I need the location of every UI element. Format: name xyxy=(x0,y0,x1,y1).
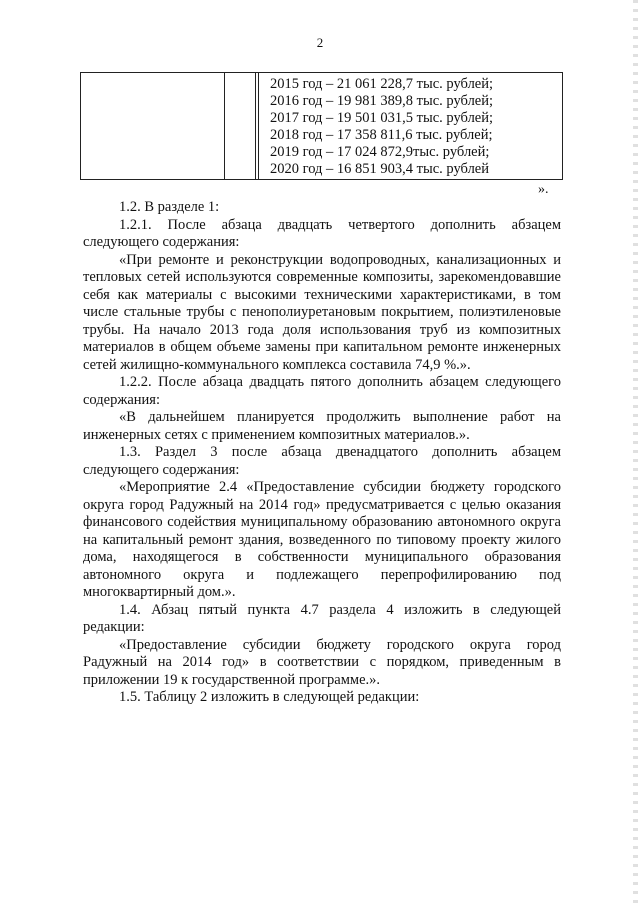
document-body xyxy=(83,199,561,707)
paragraph-1-2-1: 1.2.1. После абзаца двадцать четвертого дополнить абзацем следующего содержания: xyxy=(83,216,561,250)
budget-row: 2019 год – 17 024 872,9тыс. рублей; xyxy=(270,144,490,160)
budget-row: 2017 год – 19 501 031,5 тыс. рублей; xyxy=(270,110,494,126)
paragraph-1-3: 1.3. Раздел 3 после абзаца двенадцатого дополнить абзацем следующего содержания: xyxy=(83,444,561,478)
page-number: 2 xyxy=(316,35,324,50)
paragraph-quote-future-work: «В дальнейшем планируется продолжить выполнение работ на инженерных сетях с применением композитных материалов.». xyxy=(83,409,561,443)
paragraph-1-5: 1.5. Таблицу 2 изложить в следующей редакции: xyxy=(119,689,420,705)
budget-table xyxy=(80,72,563,180)
paragraph-1-2: 1.2. В разделе 1: xyxy=(119,199,220,215)
scan-edge-marks xyxy=(633,0,638,905)
table-column-divider xyxy=(255,73,256,179)
paragraph-quote-composites: «При ремонте и реконструкции водопроводных, канализационных и тепловых сетей используются современные композиты, зарекомендовавшие себя как материалы с высокими техническими характеристиками, в том числе стальные трубы с пенополиуретановым покрытием, полиэтиленовые трубы. На начало 2013 года доля использования труб из композитных материалов в общем объеме замены при капитальном ремонте инженерных сетей жилищно-коммунального комплекса составила 74,9 %.». xyxy=(83,251,561,373)
budget-row: 2016 год – 19 981 389,8 тыс. рублей; xyxy=(270,93,494,109)
table-column-divider xyxy=(258,73,259,179)
budget-row: 2020 год – 16 851 903,4 тыс. рублей xyxy=(270,161,490,177)
closing-quote: ». xyxy=(538,182,549,197)
budget-cell xyxy=(270,76,558,178)
paragraph-quote-measure-2-4: «Мероприятие 2.4 «Предоставление субсидии бюджету городского округа город Радужный на 2014 год» предусматривается с целью оказания финансового содействия муниципальному образованию автономного округа на капитальный ремонт здания, возведенного по типовому проекту жилого дома, находящегося в собственности муниципального образования автономного округа и подлежащего перепрофилированию под многоквартирный дом.». xyxy=(83,479,561,600)
budget-row: 2018 год – 17 358 811,6 тыс. рублей; xyxy=(270,127,493,143)
paragraph-quote-subsidy: «Предоставление субсидии бюджету городского округа город Радужный на 2014 год» в соответствии с порядком, приведенным в приложении 19 к государственной программе.». xyxy=(83,636,561,688)
paragraph-1-2-2: 1.2.2. После абзаца двадцать пятого дополнить абзацем следующего содержания: xyxy=(83,374,561,408)
budget-row: 2015 год – 21 061 228,7 тыс. рублей; xyxy=(270,76,494,92)
table-column-divider xyxy=(224,73,225,179)
paragraph-1-4: 1.4. Абзац пятый пункта 4.7 раздела 4 изложить в следующей редакции: xyxy=(83,601,561,635)
